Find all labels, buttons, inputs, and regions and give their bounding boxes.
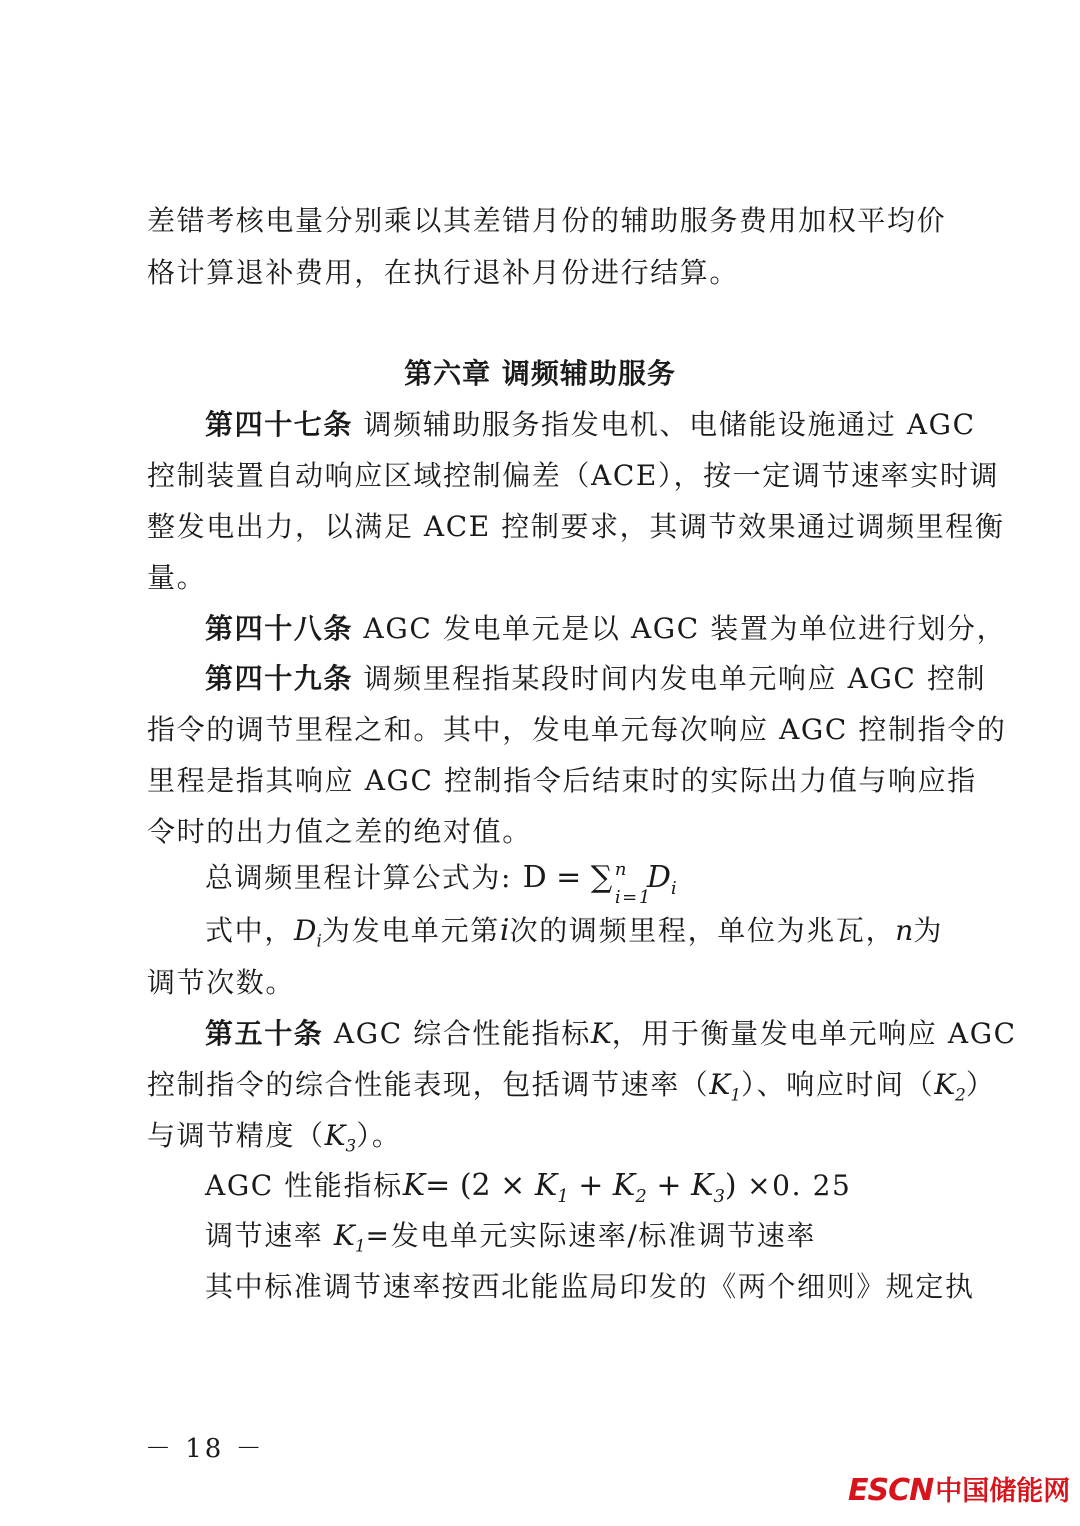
text-line: 格计算退补费用，在执行退补月份进行结算。	[147, 256, 740, 289]
article-48-text: AGC 发电单元是以 AGC 装置为单位进行划分，	[363, 612, 1007, 645]
article-47-text: 调频辅助服务指发电机、电储能设施通过 AGC	[363, 408, 976, 441]
text-line: 指令的调节里程之和。其中，发电单元每次响应 AGC 控制指令的	[147, 713, 1007, 746]
var-K1: $K_1$	[709, 1068, 742, 1105]
escn-watermark-logo: ESCN中国储能网	[848, 1473, 1071, 1508]
formula-lhs: D =	[522, 860, 591, 895]
formula-intro: 总调频里程计算公式为:	[205, 861, 513, 894]
chapter-heading: 第六章 调频辅助服务	[404, 357, 676, 390]
var-K3: $K_3$	[324, 1119, 357, 1156]
performance-formula: AGC 性能指标$K= (2 \times K_1 + K_2 + K_3) \times 0$. 25	[205, 1168, 852, 1207]
article-47-label: 第四十七条	[205, 408, 354, 441]
article-50-line-2: 控制指令的综合性能表现，包括调节速率$(K_1)$、响应时间$(K_2)$	[147, 1068, 996, 1105]
article-50-line-3: 与调节精度$(K_3)$。	[147, 1119, 402, 1156]
text-line: 整发电出力，以满足 ACE 控制要求，其调节效果通过调频里程衡	[147, 510, 1005, 543]
article-49-line-1	[205, 661, 987, 697]
var-i: i	[499, 913, 510, 948]
var-Di: $D_i$	[294, 914, 322, 951]
article-50-line-1: 第五十条 AGC 综合性能指标K，用于衡量发电单元响应 AGC	[205, 1017, 1017, 1050]
text-line: 里程是指其响应 AGC 控制指令后结束时的实际出力值与响应指	[147, 764, 977, 797]
where-line: 式中，$D_i$为发电单元第i次的调频里程，单位为兆瓦，n为	[205, 913, 943, 951]
var-K1: $K_1$	[333, 1219, 366, 1256]
article-48-label: 第四十八条	[205, 612, 354, 645]
text-line: 量。	[147, 561, 207, 594]
rate-line: 调节速率 $K_1=$发电单元实际速率/标准调节速率	[205, 1219, 817, 1256]
text-line: 差错考核电量分别乘以其差错月份的辅助服务费用加权平均价	[147, 204, 947, 237]
text-line: 其中标准调节速率按西北能监局印发的《两个细则》规定执	[205, 1270, 975, 1303]
var-n: n	[895, 914, 914, 947]
var-K: K	[590, 1017, 612, 1050]
article-50-label: 第五十条	[205, 1017, 324, 1050]
article-49-text: 调频里程指某段时间内发电单元响应 AGC 控制	[363, 662, 987, 695]
formula-line	[205, 859, 943, 908]
summation-symbol: ∑ n i=1	[590, 859, 652, 908]
text-line: 令时的出力值之差的绝对值。	[147, 815, 532, 848]
text-line: 控制装置自动响应区域控制偏差（ACE），按一定调节速率实时调	[147, 459, 1000, 492]
page-number: － 18 －	[145, 1434, 265, 1464]
article-49-label: 第四十九条	[205, 662, 354, 695]
var-K2: $K_2$	[934, 1068, 966, 1105]
text-line: 调节次数。	[147, 966, 296, 999]
article-47-line-1	[205, 407, 976, 443]
article-48-line-1	[205, 611, 1007, 647]
formula-term: $D_i$	[646, 860, 677, 899]
